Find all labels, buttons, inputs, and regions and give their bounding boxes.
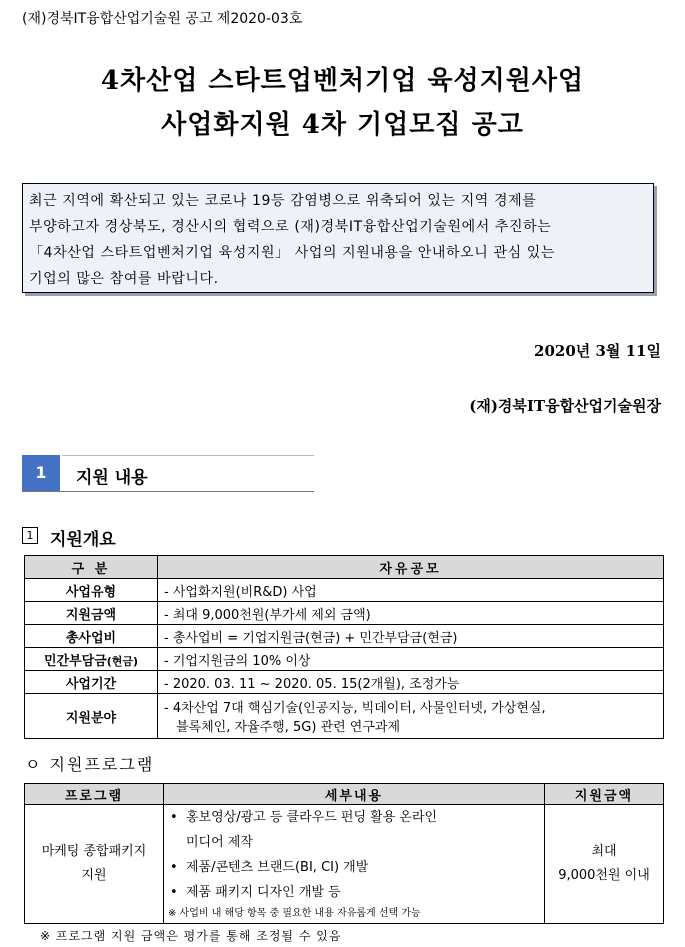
- table-row: [25, 579, 664, 602]
- table-row: [25, 625, 664, 648]
- list-item-continuation: [186, 830, 540, 855]
- table-row: [25, 805, 664, 924]
- table-header-cell: 세부내용: [164, 784, 545, 805]
- row-label: 사업유형: [25, 579, 158, 602]
- table-row: [25, 648, 664, 671]
- page-title-line-1: 4차산업 스타트업벤처기업 육성지원사업: [100, 66, 585, 96]
- intro-box: [22, 183, 654, 293]
- section-title: 지원 내용: [76, 468, 148, 488]
- detail-note: ※ 사업비 내 해당 항목 중 필요한 내용 자유롭게 선택 가능: [168, 908, 421, 919]
- row-value-line: 블록체인, 자율주행, 5G) 관련 연구과제: [176, 720, 401, 735]
- announcement-date: 2020년 3월 11일: [534, 342, 661, 360]
- intro-line: 「4차산업 스타트업벤처기업 육성지원」 사업의 지원내용을 안내하오니 관심 있는: [29, 245, 556, 261]
- list-item: • 홍보영상/광고 등 클라우드 펀딩 활용 온라인: [186, 805, 540, 830]
- row-label: [25, 648, 158, 671]
- table-row: [25, 671, 664, 694]
- section-number-badge: 1: [22, 455, 60, 491]
- program-name: [25, 805, 164, 924]
- row-label: 지원금액: [25, 602, 158, 625]
- row-value: - 기업지원금의 10% 이상: [158, 648, 664, 671]
- footnote: ※ 프로그램 지원 금액은 평가를 통해 조정될 수 있음: [40, 929, 342, 943]
- program-name-line: 지원: [81, 868, 107, 883]
- table-header-row: [25, 784, 664, 805]
- list-item: • 제품 패키지 디자인 개발 등: [186, 880, 540, 905]
- intro-line: 기업의 많은 참여를 바랍니다.: [29, 271, 219, 287]
- intro-line: 최근 지역에 확산되고 있는 코로나 19등 감염병으로 위축되어 있는 지역 경제를: [29, 193, 537, 209]
- program-amount: [545, 805, 664, 924]
- issuer: (재)경북IT융합산업기술원장: [469, 397, 661, 415]
- overview-table: [24, 555, 664, 739]
- row-value: - 사업화지원(비R&D) 사업: [158, 579, 664, 602]
- detail-list: [168, 805, 540, 905]
- row-value-line: - 4차산업 7대 핵심기술(인공지능, 빅데이터, 사물인터넷, 가상현실,: [164, 701, 546, 716]
- row-value: [158, 694, 664, 739]
- table-row: [25, 602, 664, 625]
- table-header-cell: 프로그램: [25, 784, 164, 805]
- row-label: 지원분야: [25, 694, 158, 739]
- table-header-cell: 지원금액: [545, 784, 664, 805]
- list-item: • 제품/콘텐츠 브랜드(BI, CI) 개발: [186, 855, 540, 880]
- section-divider-top: [62, 455, 314, 456]
- document-number: (재)경북IT융합산업기술원 공고 제2020-03호: [22, 11, 303, 27]
- row-value: - 2020. 03. 11 ~ 2020. 05. 15(2개월), 조정가능: [158, 671, 664, 694]
- table-row: [25, 694, 664, 739]
- table-header-cell: 구 분: [25, 556, 158, 579]
- row-label: 총사업비: [25, 625, 158, 648]
- amount-line: 최대: [591, 844, 617, 859]
- table-header-cell: 자유공모: [158, 556, 664, 579]
- row-label-suffix: (현금): [106, 654, 139, 668]
- table-header-row: [25, 556, 664, 579]
- row-label-text: 민간부담금: [43, 653, 107, 669]
- list-item-text: 미디어 제작: [186, 835, 253, 850]
- row-value: - 총사업비 = 기업지원금(현금) + 민간부담금(현금): [158, 625, 664, 648]
- page-title-line-2: 사업화지원 4차 기업모집 공고: [161, 110, 524, 140]
- programs-title: ㅇ 지원프로그램: [25, 755, 155, 774]
- section-divider: [22, 491, 314, 492]
- program-name-line: 마케팅 종합패키지: [41, 844, 147, 859]
- subsection-title: 지원개요: [50, 530, 116, 550]
- amount-line: 9,000천원 이내: [558, 868, 650, 883]
- subsection-marker: 1: [22, 527, 38, 544]
- programs-table: [24, 783, 664, 924]
- intro-line: 부양하고자 경상북도, 경산시의 협력으로 (재)경북IT융합산업기술원에서 추진하는: [29, 219, 552, 235]
- program-details: [164, 805, 545, 924]
- row-value: - 최대 9,000천원(부가세 제외 금액): [158, 602, 664, 625]
- row-label: 사업기간: [25, 671, 158, 694]
